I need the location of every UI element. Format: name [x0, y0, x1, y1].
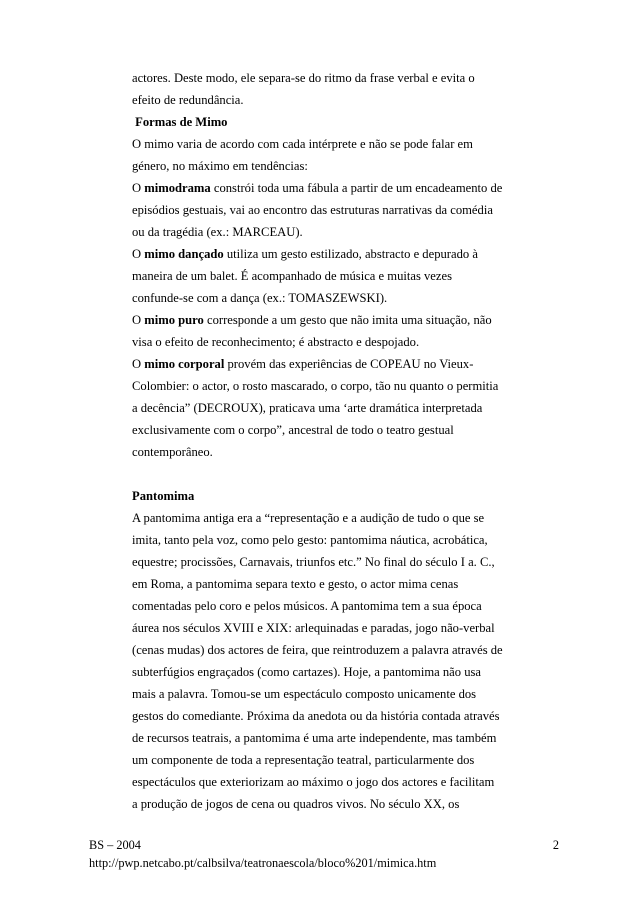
text-line: de recursos teatrais, a pantomima é uma arte independente, mas também — [132, 731, 497, 745]
text-span: provém das experiências de COPEAU no Vieux- — [224, 357, 474, 371]
section-heading-pantomima: Pantomima — [132, 489, 195, 503]
text-span: utiliza um gesto estilizado, abstracto e depurado à — [223, 247, 478, 261]
page-number: 2 — [552, 838, 559, 852]
footer-row — [89, 836, 559, 854]
text-line: mais a palavra. Tomou-se um espectáculo composto unicamente dos — [132, 687, 477, 701]
text-line: confunde-se com a dança (ex.: TOMASZEWSKI). — [132, 291, 388, 305]
text-line: ou da tragédia (ex.: MARCEAU). — [132, 225, 303, 239]
mimo-puro-definition — [132, 309, 552, 331]
text-line: espectáculos que exteriorizam ao máximo o jogo dos actores e facilitam — [132, 775, 495, 789]
text-span: corresponde a um gesto que não imita uma situação, não — [203, 313, 492, 327]
text-line: Colombier: o actor, o rosto mascarado, o corpo, tão nu quanto o permitia — [132, 379, 499, 393]
text-span: O — [132, 247, 145, 261]
body-text — [132, 67, 552, 815]
text-line: gestos do comediante. Próxima da anedota ou da história contada através — [132, 709, 500, 723]
term-mimodrama: mimodrama — [144, 181, 211, 195]
text-line: maneira de um balet. É acompanhado de música e muitas vezes — [132, 269, 452, 283]
text-line: A pantomima antiga era a “representação e a audição de tudo o que se — [132, 511, 485, 525]
text-line: em Roma, a pantomima separa texto e gesto, o actor mima cenas — [132, 577, 459, 591]
term-mimo-corporal: mimo corporal — [144, 357, 225, 371]
text-span: O — [132, 313, 145, 327]
footer-url: http://pwp.netcabo.pt/calbsilva/teatronaescola/bloco%201/mimica.htm — [89, 856, 437, 870]
text-line: visa o efeito de reconhecimento; é abstracto e despojado. — [132, 335, 420, 349]
text-span: O — [132, 181, 145, 195]
mimo-corporal-definition — [132, 353, 552, 375]
mimo-dancado-definition — [132, 243, 552, 265]
text-line: efeito de redundância. — [132, 93, 244, 107]
text-line: episódios gestuais, vai ao encontro das estruturas narrativas da comédia — [132, 203, 493, 217]
text-line: comentadas pelo coro e pelos músicos. A pantomima tem a sua época — [132, 599, 482, 613]
text-line: um componente de toda a representação teatral, particularmente dos — [132, 753, 475, 767]
mimodrama-definition — [132, 177, 552, 199]
section-heading-formas-de-mimo: Formas de Mimo — [132, 115, 228, 129]
text-line: O mimo varia de acordo com cada intérprete e não se pode falar em — [132, 137, 473, 151]
footer-author: BS – 2004 — [89, 838, 141, 852]
text-span: constrói toda uma fábula a partir de um encadeamento de — [210, 181, 503, 195]
text-line: áurea nos séculos XVIII e XIX: arlequinadas e paradas, jogo não-verbal — [132, 621, 495, 635]
text-line: género, no máximo em tendências: — [132, 159, 308, 173]
text-span: O — [132, 357, 145, 371]
term-mimo-puro: mimo puro — [144, 313, 204, 327]
page-footer — [89, 836, 559, 872]
text-line: subterfúgios engraçados (como cartazes). Hoje, a pantomima não usa — [132, 665, 481, 679]
text-line: imita, tanto pela voz, como pelo gesto: pantomima náutica, acrobática, — [132, 533, 488, 547]
text-line: exclusivamente com o corpo”, ancestral de todo o teatro gestual — [132, 423, 454, 437]
text-line: a produção de jogos de cena ou quadros vivos. No século XX, os — [132, 797, 460, 811]
paragraph-spacer — [132, 463, 552, 485]
text-line: equestre; procissões, Carnavais, triunfos etc.” No final do século I a. C., — [132, 555, 495, 569]
text-line: actores. Deste modo, ele separa-se do ritmo da frase verbal e evita o — [132, 71, 475, 85]
term-mimo-dancado: mimo dançado — [144, 247, 224, 261]
text-line: (cenas mudas) dos actores de feira, que reintroduzem a palavra através de — [132, 643, 503, 657]
text-line: contemporâneo. — [132, 445, 213, 459]
text-line: a decência” (DECROUX), praticava uma ‘arte dramática interpretada — [132, 401, 483, 415]
